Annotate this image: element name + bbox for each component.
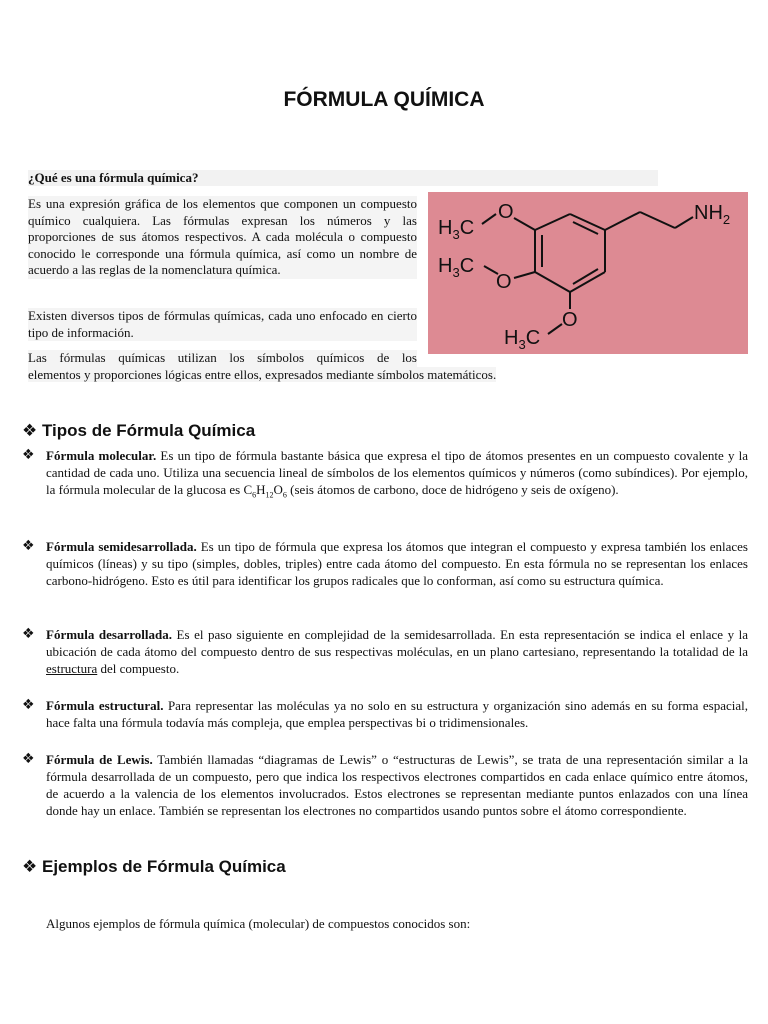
diamond-bullet-icon: ❖ (22, 697, 35, 713)
section-heading-examples: ❖ Ejemplos de Fórmula Química (22, 857, 286, 877)
diamond-bullet-icon: ❖ (22, 626, 35, 642)
amine-label: $NH_2$ (694, 202, 731, 227)
term-label: Fórmula estructural. (46, 698, 164, 713)
intro-paragraph-3 (28, 350, 740, 383)
oxygen-label-1: O (498, 201, 514, 223)
page-title: FÓRMULA QUÍMICA (283, 88, 485, 111)
diamond-bullet-icon: ❖ (22, 538, 35, 554)
examples-intro-text: Algunos ejemplos de fórmula química (molecular) de compuestos conocidos son: (46, 916, 471, 931)
term-label: Fórmula desarrollada. (46, 627, 172, 642)
term-label: Fórmula de Lewis. (46, 752, 153, 767)
list-item-estructural: ❖ Fórmula estructural. Para representar las moléculas ya no solo en su estructura y organización sino además en su forma espacial, hace falta una fórmula todavía más compleja, que emplea perspectivas bi o tridimensionales. (22, 697, 748, 730)
diamond-bullet-icon: ❖ (22, 857, 38, 877)
list-item-lewis: ❖ Fórmula de Lewis. También llamadas “diagramas de Lewis” o “estructuras de Lewis”, se trata de una representación similar a la fórmula desarrollada de un compuesto, pero que indica los respectivos electrones compartidos en cada enlace químico entre átomos, de acuerdo a la valencia de los elementos involucrados. Estos electrones se representan mediante puntos enlazados con una línea donde hay un enlace. También se representan los electrones no compartidos usando puntos sobre el átomo correspondiente. (22, 751, 749, 818)
intro-paragraph-1: Es una expresión gráfica de los elementos que componen un compuesto químico cualquiera. Las fórmulas expresan los números y las proporciones de sus átomos respectivos. A cada molécula o compuesto conocido le corresponde una fórmula química, así como un nombre de acuerdo a las reglas de la nomenclatura química. (28, 196, 417, 277)
diamond-bullet-icon: ❖ (22, 751, 35, 767)
methyl-label-1: $H_3C$ (438, 217, 475, 242)
list-item-semidesarrollada: ❖ Fórmula semidesarrollada. Es un tipo de fórmula que expresa los átomos que integran el compuesto y expresa también los enlaces químicos (líneas) y su tipo (simples, dobles, triples) entre cada átomo del compuesto. En esta fórmula no se representan los enlaces carbono-hidrógeno. Esto es útil para identificar los grupos radicales que lo conforman, así como su estructura química. (22, 538, 748, 588)
intro-paragraph-3-line-1: Las fórmulas químicas utilizan los símbolos químicos de los (28, 350, 417, 365)
question-heading: ¿Qué es una fórmula química? (28, 170, 658, 186)
diamond-bullet-icon: ❖ (22, 447, 35, 463)
oxygen-label-3: O (562, 309, 578, 331)
molecule-bonds (482, 212, 693, 334)
list-item-molecular: ❖ Fórmula molecular. Es un tipo de fórmula bastante básica que expresa el tipo de átomos presentes en un compuesto covalente y la cantidad de cada uno. Utiliza una secuencia lineal de símbolos de los elementos químicos y números (como subíndices). Por ejemplo, la fórmula molecular de la glucosa es $C_6H_{12}O_6$ (seis átomos de carbono, doce de hidrógeno y seis de oxígeno). (22, 447, 749, 500)
section-heading-types: ❖ Tipos de Fórmula Química (22, 421, 256, 441)
term-label: Fórmula semidesarrollada. (46, 539, 197, 554)
list-item-desarrollada: ❖ Fórmula desarrollada. Es el paso siguiente en complejidad de la semidesarrollada. En esta representación se indica el enlace y la ubicación de cada átomo del compuesto dentro de sus respectivas moléculas, en un plano cartesiano, representando la totalidad de la estructura del compuesto. (22, 626, 748, 676)
diamond-bullet-icon: ❖ (22, 421, 38, 441)
oxygen-label-2: O (496, 271, 512, 293)
intro-paragraph-3-line-2: elementos y proporciones lógicas entre ellos, expresados mediante símbolos matemáticos. (28, 366, 497, 382)
methyl-label-2: $H_3C$ (438, 255, 475, 280)
term-label: Fórmula molecular. (46, 448, 157, 463)
molecule-diagram (428, 192, 748, 354)
methyl-label-3: $H_3C$ (504, 327, 541, 352)
intro-paragraph-2: Existen diversos tipos de fórmulas químicas, cada uno enfocado en cierto tipo de información. (28, 308, 417, 340)
estructura-link[interactable]: estructura (46, 661, 98, 676)
molecule-structure-image (428, 192, 748, 354)
